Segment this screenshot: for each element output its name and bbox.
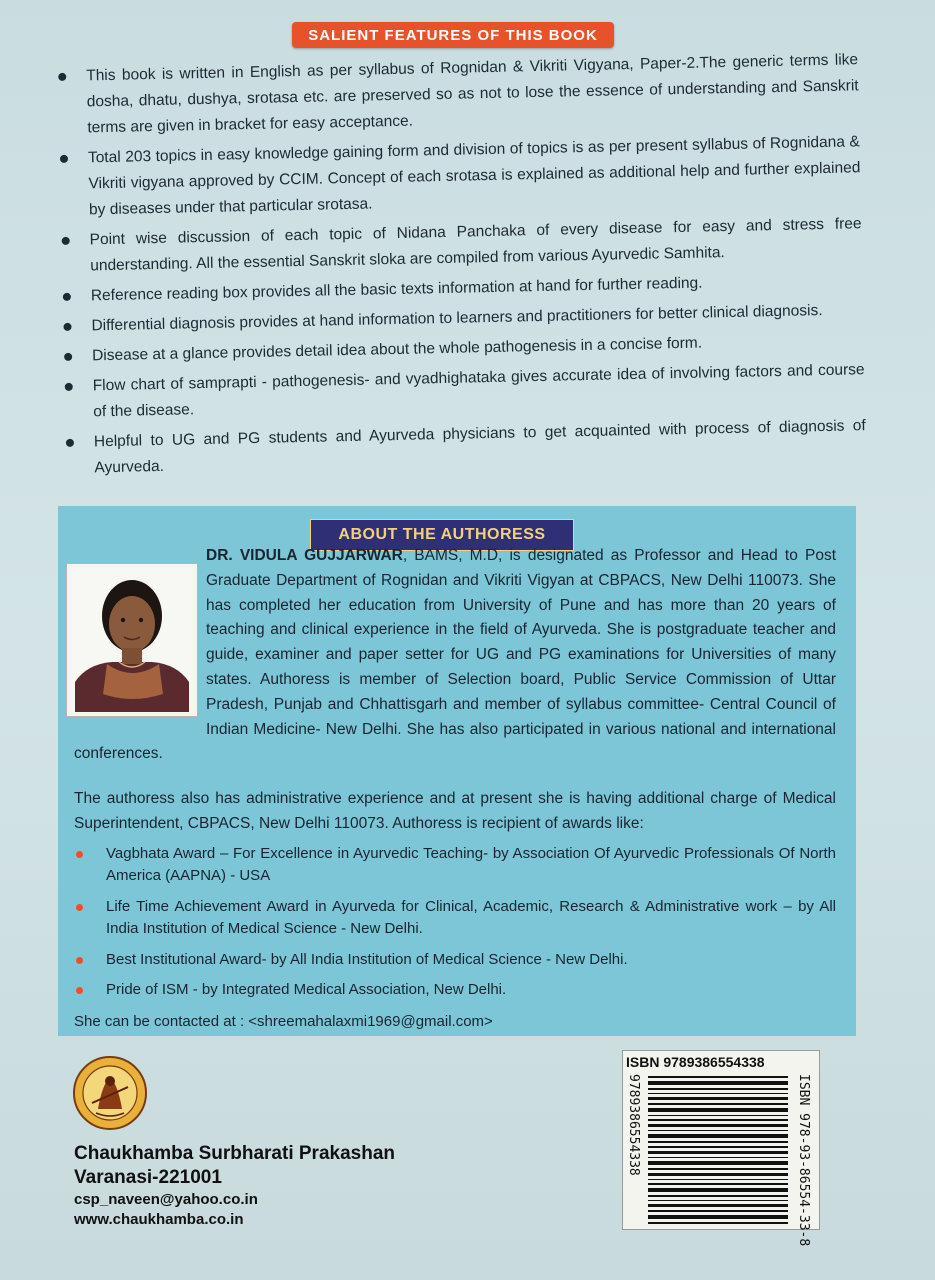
photo-spacer <box>74 544 206 730</box>
bullet-icon <box>62 237 70 245</box>
publisher-block <box>74 1142 494 1230</box>
feature-text: Helpful to UG and PG students and Ayurveda physicians to get acquainted with process of diagnosis of Ayurveda. <box>93 417 866 477</box>
list-item <box>58 47 859 142</box>
bullet-icon <box>76 851 83 858</box>
feature-text: Differential diagnosis provides at hand information to learners and practitioners for better clinical diagnosis. <box>91 302 823 335</box>
author-name: DR. VIDULA GUJJARWAR <box>206 547 403 564</box>
award-text: Pride of ISM - by Integrated Medical Association, New Delhi. <box>106 981 507 999</box>
publisher-city: Varanasi-221001 <box>74 1167 222 1188</box>
barcode-bars <box>648 1076 788 1222</box>
saraswati-seal-icon <box>72 1055 148 1131</box>
isbn-side-code: ISBN 978-93-86554-33-8 <box>796 1074 811 1247</box>
bullet-icon <box>76 904 83 911</box>
list-item <box>60 129 861 224</box>
bullet-icon <box>63 293 71 301</box>
bullet-icon <box>76 957 83 964</box>
publisher-logo <box>72 1055 148 1131</box>
award-text: Best Institutional Award- by All India Institution of Medical Science - New Delhi. <box>106 950 628 968</box>
feature-text: Point wise discussion of each topic of Nidana Panchaka of every disease for easy and stress free understanding. All the essential Sanskrit sloka are compiled from various Ayurvedic Samhita. <box>89 215 862 275</box>
author-admin-text: The authoress also has administrative experience and at present she is having additional charge of Medical Superintendent, CBPACS, New Delhi 110073. Authoress is recipient of awards like: <box>74 790 836 832</box>
contact-line: She can be contacted at : <shreemahalaxmi1969@gmail.com> <box>74 1012 493 1030</box>
salient-features-list <box>58 47 867 486</box>
about-authoress-heading: ABOUT THE AUTHORESS <box>310 519 574 551</box>
bullet-icon <box>64 353 72 361</box>
list-item <box>74 843 836 888</box>
feature-text: Reference reading box provides all the basic texts information at hand for further reading. <box>90 274 703 305</box>
bullet-icon <box>76 987 83 994</box>
bullet-icon <box>65 383 73 391</box>
isbn-label: ISBN 9789386554338 <box>626 1054 765 1070</box>
bullet-icon <box>60 155 68 163</box>
author-bio-text: , BAMS, M.D, is designated as Professor and Head to Post Graduate Department of Rognidan and Vikriti Vigyan at CBPACS, New Delhi 110073. She has completed her education from University of Pune and has more than 20 years of teaching and clinical experience in the field of Ayurveda. She is postgraduate teacher and guide, examiner and paper setter for UG and PG examinations for Universities of many states. Authoress is member of Selection board, Public Service Commission of Uttar Pradesh, Punjab and Chhattisgarh and member of syllabus committee- Central Council of Indian Medicine- New Delhi. She has also participated in various national and international conferences. <box>74 547 837 763</box>
publisher-website: www.chaukhamba.co.in <box>74 1211 244 1228</box>
bullet-icon <box>66 439 74 447</box>
salient-features-heading: SALIENT FEATURES OF THIS BOOK <box>292 22 614 48</box>
publisher-email: csp_naveen@yahoo.co.in <box>74 1191 258 1208</box>
list-item <box>74 949 836 972</box>
feature-text: Disease at a glance provides detail idea about the whole pathogenesis in a concise form. <box>91 334 703 365</box>
award-text: Vagbhata Award – For Excellence in Ayurvedic Teaching- by Association Of Ayurvedic Professionals Of North America (AAPNA) - USA <box>106 844 836 885</box>
feature-text: This book is written in English as per syllabus of Rognidan & Vikriti Vigyana, Paper-2.The generic terms like dosha, dhatu, dushya, srotasa etc. are preserved so as not to lose the essence of understanding and Sanskrit terms are given in bracket for easy acceptance. <box>86 51 859 137</box>
list-item <box>66 413 867 482</box>
list-item <box>74 979 836 1002</box>
awards-list <box>74 843 836 1002</box>
isbn-digits: 9789386554338 <box>626 1074 641 1176</box>
list-item <box>74 896 836 941</box>
bullet-icon <box>63 323 71 331</box>
feature-text: Total 203 topics in easy knowledge gaining form and division of topics is as per present syllabus of Rognidana & Vikriti vigyana approved by CCIM. Concept of each srotasa is explained as additional help and further explained by diseases under that particular srotasa. <box>87 133 861 219</box>
publisher-name: Chaukhamba Surbharati Prakashan <box>74 1143 395 1164</box>
about-authoress-text <box>74 544 836 1035</box>
feature-text: Flow chart of samprapti - pathogenesis- and vyadhighataka gives accurate idea of involving factors and course of the disease. <box>92 361 865 421</box>
award-text: Life Time Achievement Award in Ayurveda for Clinical, Academic, Research & Administrative work – by All India Institution of Medical Science - New Delhi. <box>106 897 836 938</box>
bullet-icon <box>58 73 66 81</box>
